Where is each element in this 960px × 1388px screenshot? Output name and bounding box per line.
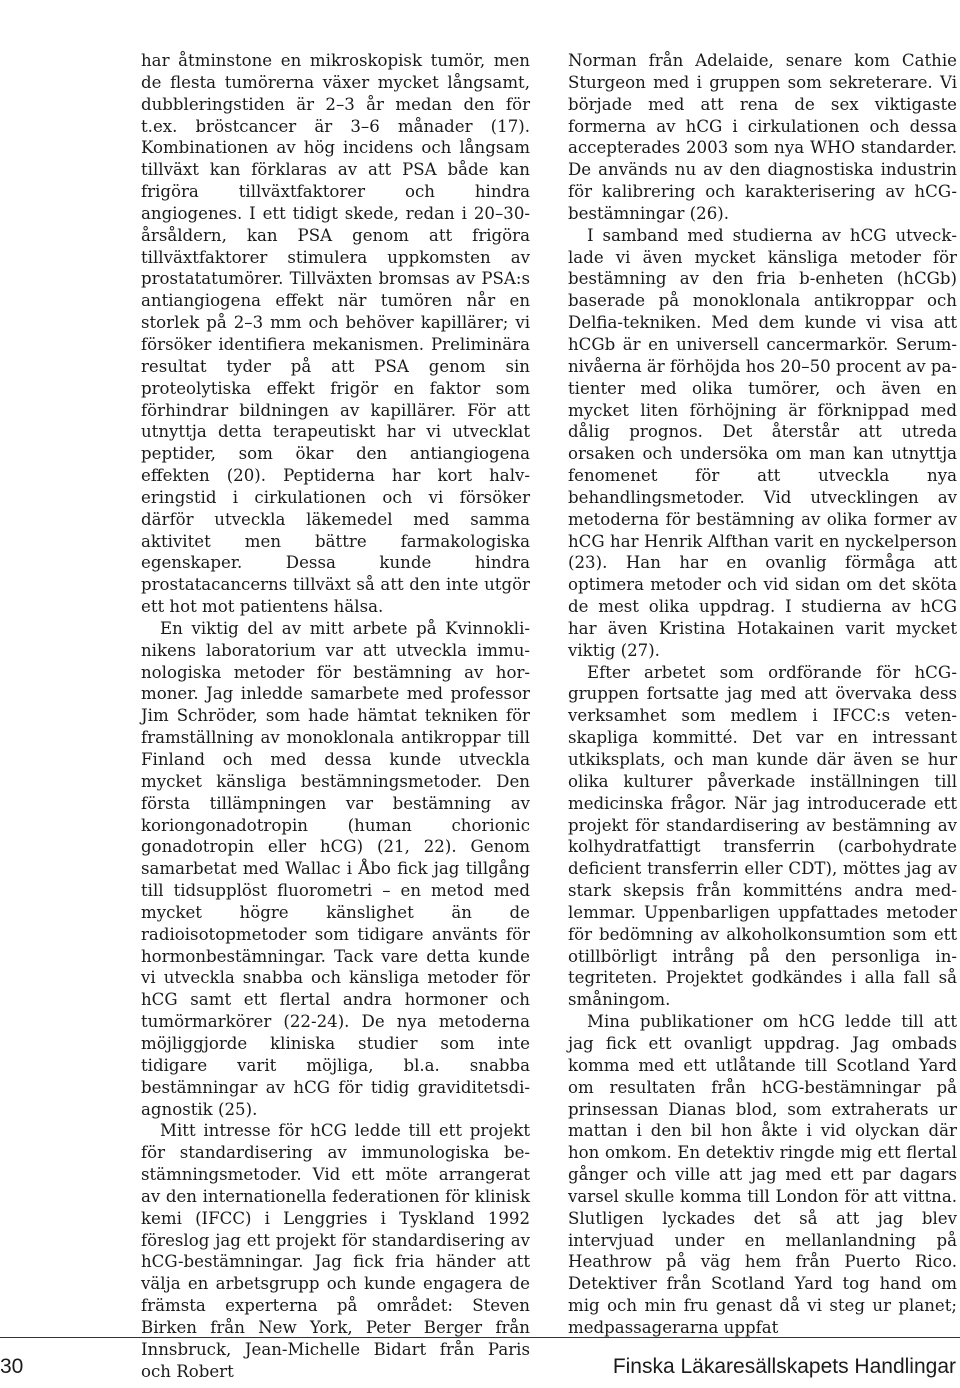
text-column-right [568, 50, 957, 1339]
page-number: 30 [0, 1355, 24, 1378]
body-paragraph: Mina publikationer om hCG ledde till att jag fick ett ovanligt uppdrag. Jag ombads komma med ett utlåtande till Scotland Yard om resultaten från hCG-bestämningar på prinsessan Dianas blod, som extraherats ur mattan i den bil hon åkte i vid olyckan där hon omkom. En detektiv ringde mig ett flertal gånger och ville att jag med ett par dagars varsel skulle komma till London för att vittna. Slutligen lyckades det så att jag blev intervjuad under en mellanlandning på Heathrow på väg hem från Puerto Rico. Detektiver från Scotland Yard tog hand om mig och min fru genast då vi steg ur planet; medpassagerarna uppfat [568, 1012, 957, 1337]
body-paragraph: Mitt intresse för hCG ledde till ett projekt för standardisering av immunologiska bestämningsmetoder. Vid ett möte arrangerat av den internationella federationen för klinisk kemi (IFCC) i Lenggries i Tyskland 1992 föreslog jag ett projekt för standardisering av hCG-bestämningar. Jag fick fria händer att välja en arbetsgrupp och kunde engagera de främsta experterna på området: Steven Birken från New York, Peter Berger från Innsbruck, Jean-Michelle Bidart från Paris och Robert [141, 1121, 530, 1381]
body-paragraph: Efter arbetet som ordförande för hCG-gruppen fortsatte jag med att övervaka dess verksamhet som medlem i IFCC:s vetenskapliga kommitté. Det var en intressant utkiksplats, och man kunde där även se hur olika kulturer påverkade inställningen till medicinska frågor. När jag introducerade ett projekt för standardisering av bestämning av kolhydratfattigt transferrin (carbohydrate deficient transferrin eller CDT), möttes jag av stark skepsis från kommitténs andra medlemmar. Uppenbarligen uppfattades metoder för bedömning av alkoholkonsumtion som ett otillbörligt intrång på den personliga integriteten. Projektet godkändes i alla fall så småningom. [568, 662, 957, 1010]
footer-divider [0, 1337, 960, 1338]
body-paragraph: En viktig del av mitt arbete på Kvinnoklinikens laboratorium var att utveckla immunologiska metoder för bestämning av hormoner. Jag inledde samarbete med professor Jim Schröder, som hade hämtat tekniken för framställning av monoklonala antikroppar till Finland och med dessa kunde utveckla mycket känsliga bestämningsmetoder. Den första tillämpningen var bestämning av koriongonadotropin (human chorionic gonadotropin eller hCG) (21, 22). Genom samarbetat med Wallac i Åbo fick jag tillgång till tidsupplöst fluorometri – en metod med mycket högre känslighet än de radioisotopmetoder som tidigare använts för hormonbestämningar. Tack vare detta kunde vi utveckla snabba och känsliga metoder för hCG samt ett flertal andra hormoner och tumörmarkörer (22-24). De nya metoderna möjliggjorde kliniska studier som inte tidigare varit möjliga, bl.a. snabba bestämningar av hCG för tidig graviditetsdiagnostik (25). [141, 618, 530, 1119]
body-paragraph: har åtminstone en mikroskopisk tumör, men de flesta tumörerna växer mycket långsamt, dubbleringstiden är 2–3 år medan den för t.ex. bröstcancer är 3–6 månader (17). Kombinationen av hög incidens och långsam tillväxt kan förklaras av att PSA både kan frigöra tillväxtfaktorer och hindra angiogenes. I ett tidigt skede, redan i 20–30-årsåldern, kan PSA genom att frigöra tillväxtfaktorer stimulera uppkomsten av prostatatumörer. Tillväxten bromsas av PSA:s antiangiogena effekt när tumören når en storlek på 2–3 mm och behöver kapillärer; vi försöker identifiera mekanismen. Preliminära resultat tyder på att PSA genom sin proteolytiska effekt frigör en faktor som förhindrar bildningen av kapillärer. För att utnyttja detta terapeutiskt har vi utvecklat peptider, som ökar den antiangiogena effekten (20). Peptiderna har kort halveringstid i cirkulationen och vi försöker därför utveckla läkemedel med samma aktivitet men bättre farmakologiska egenskaper. Dessa kunde hindra prostatacancerns tillväxt så att den inte utgör ett hot mot patientens hälsa. [141, 51, 530, 617]
body-paragraph: Norman från Adelaide, senare kom Cathie Sturgeon med i gruppen som sekreterare. Vi började med att rena de sex viktigaste formerna av hCG i cirkulationen och dessa accepterades 2003 som nya WHO standarder. De används nu av den diagnostiska industrin för kalibrering och karakterisering av hCG-bestämningar (26). [568, 51, 957, 223]
body-paragraph: I samband med studierna av hCG utvecklade vi även mycket känsliga metoder för bestämning av den fria b-enheten (hCGb) baserade på monoklonala antikroppar och Delfia-tekniken. Med dem kunde vi visa att hCGb är en universell cancermarkör. Serumnivåerna är förhöjda hos 20–50 procent av patienter med olika tumörer, och även en mycket liten förhöjning är förknippad med dålig prognos. Det återstår att utreda orsaken och undersöka om man kan utnyttja fenomenet för att utveckla nya behandlingsmetoder. Vid utvecklingen av metoderna för bestämning av olika former av hCG har Henrik Alfthan varit en nyckelperson (23). Han har en ovanlig förmåga att optimera metoder och vid sidan om det sköta de mest olika uppdrag. I studierna av hCG har även Kristina Hotakainen varit mycket viktig (27). [568, 225, 957, 660]
journal-title: Finska Läkaresällskapets Handlingar [612, 1355, 956, 1378]
text-column-left [141, 50, 530, 1382]
